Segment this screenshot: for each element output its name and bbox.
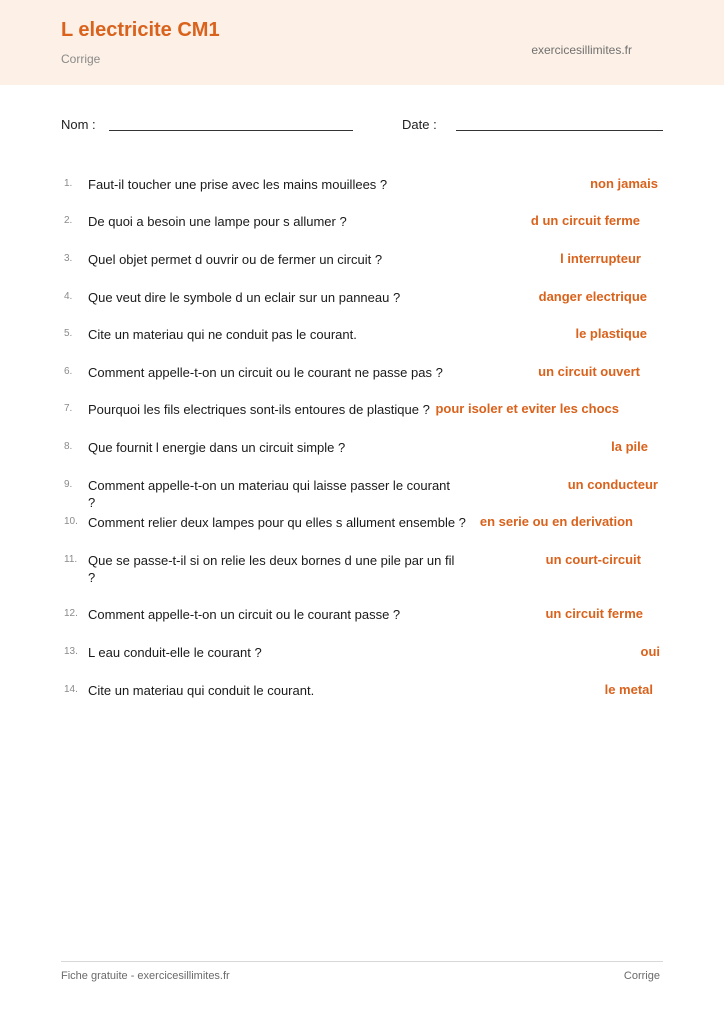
question-answer: le metal bbox=[604, 682, 653, 697]
footer-divider bbox=[61, 961, 663, 962]
question-answer: en serie ou en derivation bbox=[479, 514, 633, 529]
question-text: Que fournit l energie dans un circuit simple ? bbox=[88, 440, 346, 455]
question-answer: un conducteur bbox=[567, 477, 658, 492]
question-text: L eau conduit-elle le courant ? bbox=[88, 645, 262, 660]
question-number: 3. bbox=[64, 253, 73, 264]
question-number: 6. bbox=[64, 366, 73, 377]
question-number: 11. bbox=[64, 554, 78, 565]
question-number: 5. bbox=[64, 328, 73, 339]
question-text: Quel objet permet d ouvrir ou de fermer un circuit ? bbox=[88, 252, 383, 267]
question-text: Cite un materiau qui conduit le courant. bbox=[88, 683, 315, 698]
question-answer: l interrupteur bbox=[560, 251, 641, 266]
question-number: 9. bbox=[64, 479, 73, 490]
question-answer: un court-circuit bbox=[545, 552, 641, 567]
date-line bbox=[456, 130, 663, 131]
question-text: Cite un materiau qui ne conduit pas le courant. bbox=[88, 327, 357, 342]
question-text: Pourquoi les fils electriques sont-ils entoures de plastique ? bbox=[88, 402, 430, 417]
question-answer: un circuit ouvert bbox=[538, 364, 640, 379]
question-answer: le plastique bbox=[575, 326, 647, 341]
question-answer: danger electrique bbox=[538, 289, 647, 304]
question-answer: pour isoler et eviter les chocs bbox=[435, 401, 619, 416]
question-answer: oui bbox=[640, 644, 660, 659]
name-label: Nom : bbox=[61, 117, 96, 132]
page-header bbox=[0, 0, 724, 85]
question-number: 1. bbox=[64, 178, 73, 189]
question-number: 8. bbox=[64, 441, 73, 452]
question-number: 7. bbox=[64, 403, 73, 414]
question-text: Que se passe-t-il si on relie les deux bornes d une pile par un fil ? bbox=[88, 553, 455, 585]
name-line bbox=[109, 130, 353, 131]
question-text: Comment relier deux lampes pour qu elles s allument ensemble ? bbox=[88, 515, 466, 530]
question-number: 4. bbox=[64, 291, 73, 302]
question-number: 14. bbox=[64, 684, 78, 695]
question-text: Que veut dire le symbole d un eclair sur un panneau ? bbox=[88, 290, 401, 305]
question-text: Comment appelle-t-on un circuit ou le courant passe ? bbox=[88, 607, 401, 622]
question-answer: la pile bbox=[611, 439, 648, 454]
footer-left-text: Fiche gratuite - exercicesillimites.fr bbox=[61, 970, 230, 982]
site-name: exercicesillimites.fr bbox=[531, 43, 632, 57]
question-number: 2. bbox=[64, 215, 73, 226]
question-text: Comment appelle-t-on un circuit ou le courant ne passe pas ? bbox=[88, 365, 443, 380]
question-number: 13. bbox=[64, 646, 78, 657]
question-answer: un circuit ferme bbox=[545, 606, 643, 621]
page-title: L electricite CM1 bbox=[61, 19, 220, 41]
question-answer: non jamais bbox=[590, 176, 658, 191]
question-answer: d un circuit ferme bbox=[530, 213, 640, 228]
footer-right-text: Corrige bbox=[623, 970, 660, 982]
page-subtitle: Corrige bbox=[61, 52, 101, 66]
question-number: 12. bbox=[64, 608, 78, 619]
question-number: 10. bbox=[64, 516, 78, 527]
date-label: Date : bbox=[402, 117, 437, 132]
question-text: Comment appelle-t-on un materiau qui laisse passer le courant ? bbox=[88, 478, 451, 510]
question-text: De quoi a besoin une lampe pour s allumer ? bbox=[88, 214, 347, 229]
question-text: Faut-il toucher une prise avec les mains mouillees ? bbox=[88, 177, 388, 192]
